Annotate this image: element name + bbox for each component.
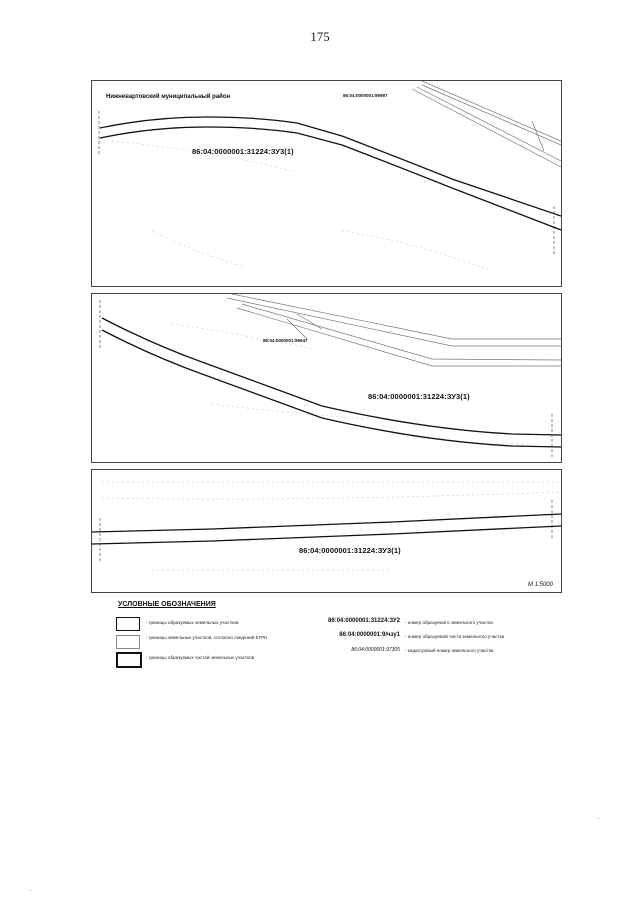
cadastral-ref-label: 86:04:0000001:96997 xyxy=(343,93,388,98)
map-panel-1-drawing xyxy=(92,81,561,286)
legend-symbol-text: - границы земельных участков, согласно сведений ЕГРН xyxy=(146,635,268,640)
plot-number-label: 86:04:0000001:31224:ЗУ3(1) xyxy=(192,147,294,156)
legend-symbol-text: - границы образуемых земельных участков xyxy=(146,620,239,625)
plot-number-label: 86:04:0000001:31224:ЗУ3(1) xyxy=(368,392,470,401)
legend-symbol-text: - границы образуемых частей земельных участков xyxy=(146,655,255,660)
legend-code-desc: - номер образуемой части земельного участка xyxy=(405,634,505,639)
map-panel-2 xyxy=(91,293,562,463)
map-panel-1 xyxy=(91,80,562,287)
map-panel-3 xyxy=(91,469,562,593)
road-corridor xyxy=(227,294,561,366)
legend-code-cadastral: 86:04:0000001:97305 xyxy=(351,647,400,653)
plot-edge-markers xyxy=(99,111,554,256)
legend-title: УСЛОВНЫЕ ОБОЗНАЧЕНИЯ xyxy=(118,601,216,608)
background-contours xyxy=(102,482,561,570)
scan-speck xyxy=(30,890,31,891)
legend-code-part-number: 86:04:0000001:9/чзу1 xyxy=(339,632,400,638)
formed-plot-boundary xyxy=(100,117,561,230)
legend-code-desc: - номер образуемого земельного участка xyxy=(405,620,493,625)
legend-swatch-formed-parts xyxy=(116,652,142,668)
legend-swatch-egrn-plots xyxy=(116,635,140,649)
scale-label: М 1:5000 xyxy=(527,582,553,588)
road-corridor xyxy=(412,81,561,167)
legend-code-plot-number: 86:04:0000001:31224:ЗУ2 xyxy=(328,618,400,624)
legend-code-desc: - кадастровый номер земельного участка xyxy=(405,648,494,653)
map-panel-2-drawing xyxy=(92,294,561,462)
formed-plot-boundary xyxy=(92,514,561,544)
scan-speck xyxy=(598,818,599,819)
region-label: Нижневартовский муниципальный район xyxy=(106,94,231,100)
formed-plot-boundary xyxy=(102,318,561,447)
page-number: 175 xyxy=(310,29,330,44)
plot-number-label: 86:04:0000001:31224:ЗУ3(1) xyxy=(299,546,401,555)
legend-swatch-formed-plots xyxy=(116,617,140,631)
cadastral-ref-label: 86:04:0000001:96947 xyxy=(263,338,308,343)
background-contours xyxy=(112,141,492,271)
plot-edge-markers xyxy=(100,300,552,459)
map-panel-3-drawing xyxy=(92,470,561,592)
